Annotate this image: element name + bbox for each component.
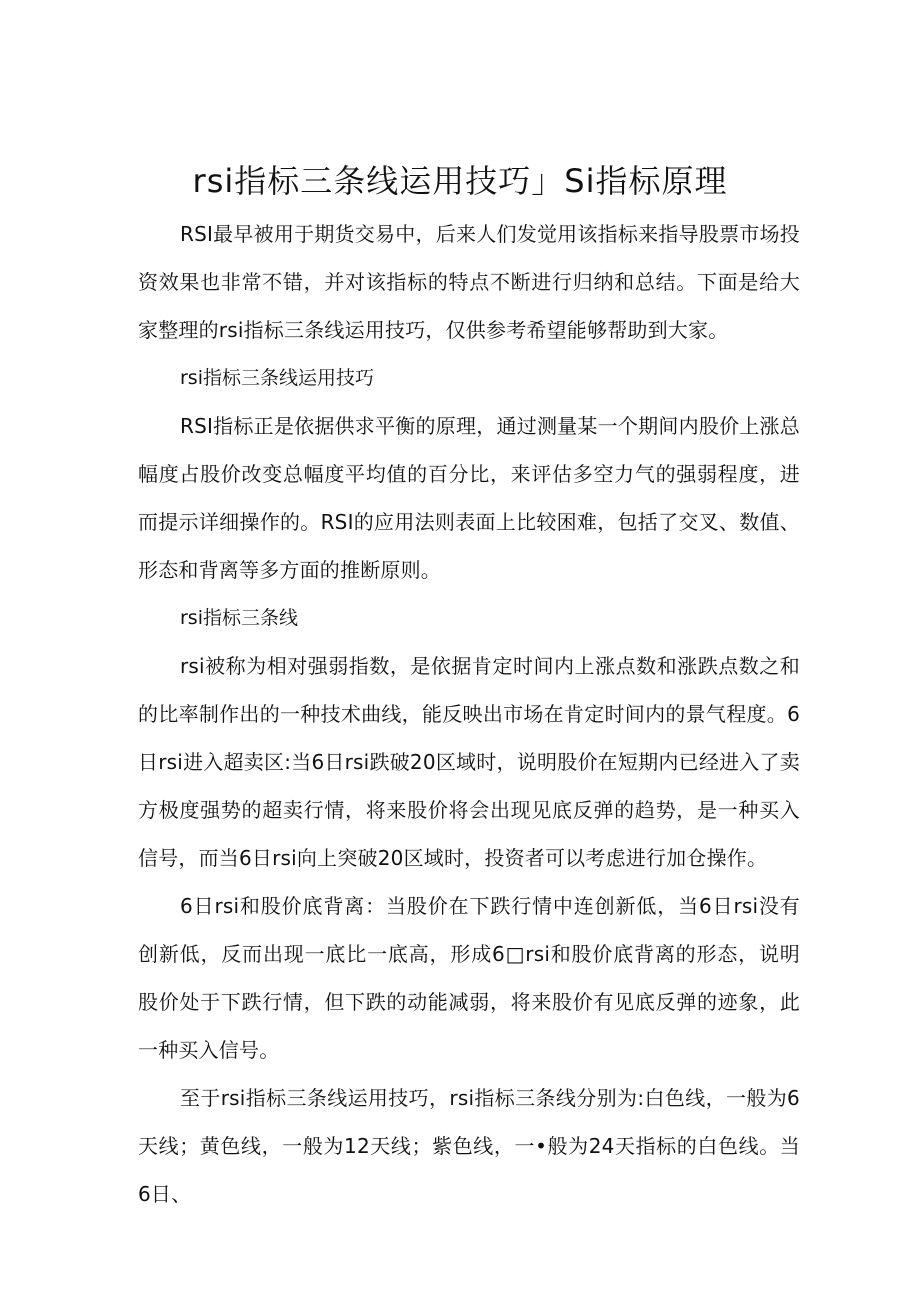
paragraph-intro: RSI最早被用于期货交易中，后来人们发觉用该指标来指导股票市场投资效果也非常不错，并对该指标的特点不断进行归纳和总结。下面是给大家整理的rsi指标三条线运用技巧，仅供参考希望能够帮助到大家。: [138, 222, 800, 342]
paragraph-principle: RSI指标正是依据供求平衡的原理，通过测量某一个期间内股价上涨总幅度占股价改变总幅度平均值的百分比，来评估多空力气的强弱程度，进而提示详细操作的。RSI的应用法则表面上比较困难，包括了交叉、数值、形态和背离等多方面的推断原则。: [138, 414, 800, 582]
section-heading-three-lines: rsi指标三条线: [180, 607, 298, 629]
document-body: [138, 210, 800, 1218]
paragraph-divergence: 6日rsi和股价底背离：当股价在下跌行情中连创新低，当6日rsi没有创新低，反而出现一底比一底高，形成6□rsi和股价底背离的形态，说明股价处于下跌行情，但下跌的动能减弱，将来股价有见底反弹的迹象，此一种买入信号。: [138, 894, 800, 1062]
paragraph-lines: 至于rsi指标三条线运用技巧，rsi指标三条线分别为:白色线，一般为6天线；黄色线，一般为12天线；紫色线，一•般为24天指标的白色线。当6日、: [138, 1086, 800, 1206]
section-heading-usage: rsi指标三条线运用技巧: [180, 367, 374, 389]
paragraph-oversold: rsi被称为相对强弱指数，是依据肯定时间内上涨点数和涨跌点数之和的比率制作出的一种技术曲线，能反映出市场在肯定时间内的景气程度。6日rsi进入超卖区:当6日rsi跌破20区域时，说明股价在短期内已经进入了卖方极度强势的超卖行情，将来股价将会出现见底反弹的趋势，是一种买入信号，而当6日rsi向上突破20区域时，投资者可以考虑进行加仓操作。: [138, 654, 800, 870]
document-title: rsi指标三条线运用技巧」Si指标原理: [192, 162, 728, 201]
